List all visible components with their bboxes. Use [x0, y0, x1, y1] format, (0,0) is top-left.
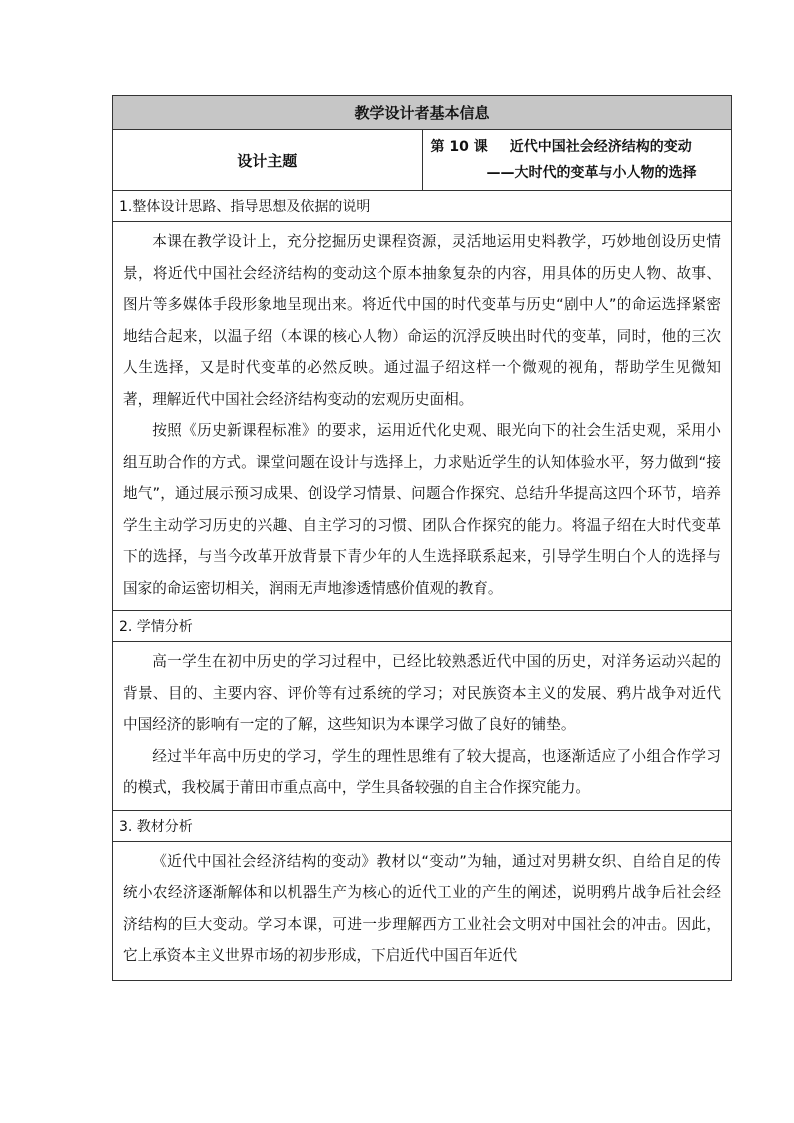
paragraph: 经过半年高中历史的学习，学生的理性思维有了较大提高，也逐渐适应了小组合作学习的模式，我校属于莆田市重点高中，学生具备较强的自主合作探究能力。	[123, 747, 721, 796]
section-body-textbook	[113, 841, 732, 980]
section-body-students	[113, 642, 732, 811]
section-body-design	[113, 222, 732, 611]
paragraph: 《近代中国社会经济结构的变动》教材以“变动”为轴，通过对男耕女织、自给自足的传统小农经济逐渐解体和以机器生产为核心的近代工业的产生的阐述，说明鸦片战争后社会经济结构的巨大变动。学习本课，可进一步理解西方工业社会文明对中国社会的冲击。因此，它上承资本主义世界市场的初步形成，下启近代中国百年近代	[123, 852, 721, 964]
topic-label: 设计主题	[113, 130, 423, 191]
table-header: 教学设计者基本信息	[113, 96, 732, 130]
paragraph: 本课在教学设计上，充分挖掘历史课程资源，灵活地运用史料教学，巧妙地创设历史情景，将近代中国社会经济结构的变动这个原本抽象复杂的内容，用具体的历史人物、故事、图片等多媒体手段形象地呈现出来。将近代中国的时代变革与历史“剧中人”的命运选择紧密地结合起来，以温子绍（本课的核心人物）命运的沉浮反映出时代的变革，同时，他的三次人生选择，又是时代变革的必然反映。通过温子绍这样一个微观的视角，帮助学生见微知著，理解近代中国社会经济结构变动的宏观历史面相。	[123, 233, 721, 408]
section-title-students: 2. 学情分析	[113, 611, 732, 642]
lesson-number: 第 10 课	[430, 139, 488, 155]
topic-content	[422, 130, 732, 191]
section-title-textbook: 3. 教材分析	[113, 810, 732, 841]
lesson-title: 近代中国社会经济结构的变动	[509, 139, 692, 155]
paragraph: 高一学生在初中历史的学习过程中，已经比较熟悉近代中国的历史，对洋务运动兴起的背景、目的、主要内容、评价等有过系统的学习；对民族资本主义的发展、鸦片战争对近代中国经济的影响有一定的了解，这些知识为本课学习做了良好的铺垫。	[123, 653, 721, 733]
section-title-design: 1.整体设计思路、指导思想及依据的说明	[113, 191, 732, 222]
design-info-table	[112, 95, 732, 981]
lesson-subtitle: ——大时代的变革与小人物的选择	[486, 165, 697, 181]
paragraph: 按照《历史新课程标准》的要求，运用近代化史观、眼光向下的社会生活史观，采用小组互助合作的方式。课堂问题在设计与选择上，力求贴近学生的认知体验水平，努力做到“接地气”，通过展示预习成果、创设学习情景、问题合作探究、总结升华提高这四个环节，培养学生主动学习历史的兴趣、自主学习的习惯、团队合作探究的能力。将温子绍在大时代变革下的选择，与当今改革开放背景下青少年的人生选择联系起来，引导学生明白个人的选择与国家的命运密切相关，润雨无声地渗透情感价值观的教育。	[123, 422, 721, 597]
